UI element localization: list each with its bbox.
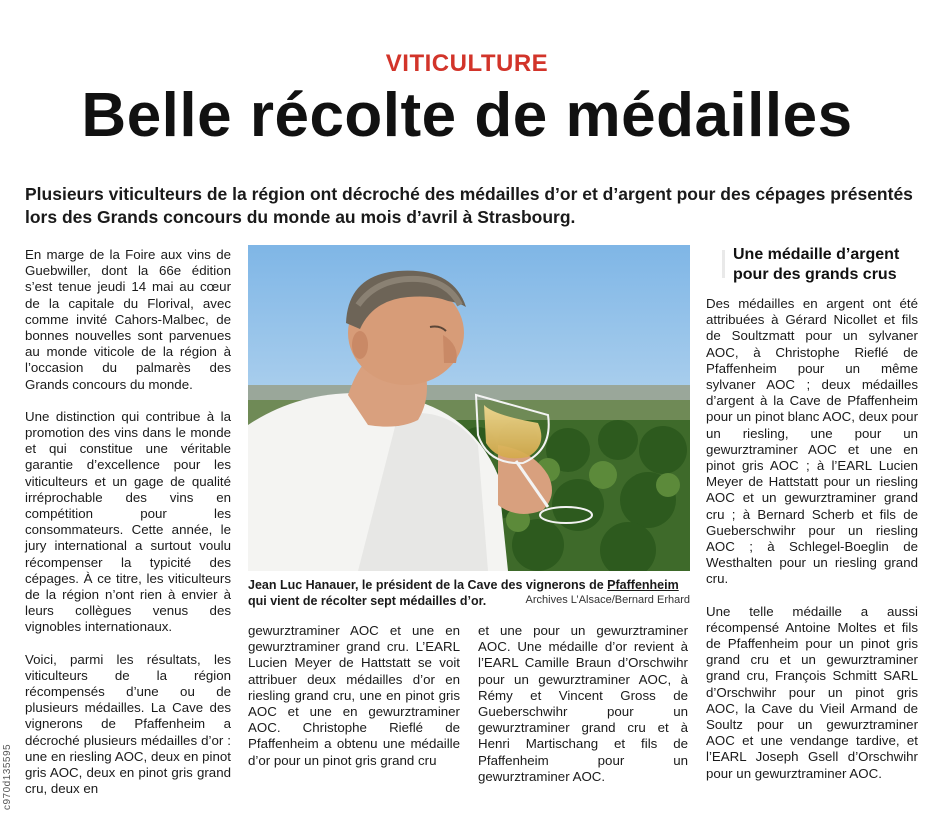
headline: Belle récolte de médailles <box>81 81 853 150</box>
paragraph: Voici, parmi les résultats, les viticulteurs de la région récompensés d’une ou de plusieurs médailles. La Cave des vignerons de Pfaffenheim a décroché plusieurs médailles d’or : une en riesling AOC, deux en pinot gris AOC, deux en pinot gris grand cru, deux en <box>25 651 231 797</box>
wine-taster-photo <box>248 245 690 571</box>
caption-text: Jean Luc Hanauer, le président de la Cave des vignerons de <box>248 578 608 592</box>
article-column-3 <box>478 623 688 801</box>
lede: Plusieurs viticulteurs de la région ont décroché des médailles d’or et d’argent pour des cépages présentés lors des Grands concours du monde au mois d’avril à Strasbourg. <box>25 184 913 227</box>
sidebar-accent-bar <box>722 250 725 278</box>
article-column-2 <box>248 623 460 785</box>
paragraph: Une distinction qui contribue à la promotion des vins dans le monde et qui constitue une véritable garantie d’excellence pour les viticulteurs et un gage de qualité irréprochable des vins en compétition pour les consommateurs. Cette année, le jury international a surtout voulu récompenser la typicité des cépages. À ce titre, les viticulteurs de la région n’ont rien à envier à leurs collègues venus des vignobles internationaux. <box>25 408 231 635</box>
paragraph: gewurztraminer AOC et une en gewurztraminer grand cru. L’EARL Lucien Meyer de Hattstatt se voit attribuer deux médailles d’or en riesling grand cru, une en pinot gris AOC et une en gewurztraminer AOC. Christophe Rieflé de Pfaffenheim a obtenu une médaille d’or pour un pinot gris grand cru <box>248 623 460 768</box>
photo-credit: Archives L’Alsace/Bernard Erhard <box>525 594 690 606</box>
article-photo <box>248 245 690 571</box>
caption-text-end: qui vient de récolter sept médailles d’or. <box>248 593 487 608</box>
paragraph: et une pour un gewurztraminer AOC. Une médaille d’or revient à l’EARL Camille Braun d’Orschwihr pour un gewurztraminer AOC, à Rémy et Vincent Gross de Gueberschwihr pour un gewurztraminer grand cru et à Henri Martischang et fils de Pfaffenheim pour un gewurztraminer AOC. <box>478 623 688 784</box>
caption-brand: Pfaffenheim <box>607 578 679 592</box>
section-kicker: VITICULTURE <box>385 50 549 77</box>
sidebar-column <box>706 296 918 798</box>
sidebar-title: Une médaille d’argent pour des grands crus <box>733 246 900 283</box>
article-column-1 <box>25 247 231 814</box>
paragraph: Une telle médaille a aussi récompensé Antoine Moltes et fils de Pfaffenheim pour un pinot gris grand cru et un gewurztraminer grand cru, François Schmitt SARL d’Orschwihr pour un pinot gris AOC, la Cave du Vieil Armand de Soultz pour un gewurztraminer AOC et une vendange tardive, et l’EARL Joseph Gsell d’Orschwihr pour un gewurztraminer AOC. <box>706 603 918 781</box>
paragraph: Des médailles en argent ont été attribuées à Gérard Nicollet et fils de Soultzmatt pour un sylvaner AOC, à Christophe Rieflé de Pfaffenheim pour un même sylvaner AOC ; deux médailles d’argent à la Cave de Pfaffenheim pour un pinot blanc AOC, deux pour un riesling, une pour un gewurztraminer AOC et une en pinot gris AOC ; à l’EARL Lucien Meyer de Hattstatt pour un riesling AOC et un gewurztraminer grand cru ; à Bernard Scherb et fils de Gueberschwihr pour un riesling AOC ; à Schlegel-Boeglin de Westhalten pour un riesling grand cru. <box>706 296 918 587</box>
paragraph: En marge de la Foire aux vins de Guebwiller, dont la 66e édition s’est tenue jeudi 14 mai au cœur de la capitale du Florival, avec comme invité Cahors-Malbec, de bonnes nouvelles sont parvenues au monde viticole de la région à l’occasion du palmarès des Grands concours du monde. <box>25 247 231 392</box>
archive-code: c970d135595 <box>2 743 13 810</box>
